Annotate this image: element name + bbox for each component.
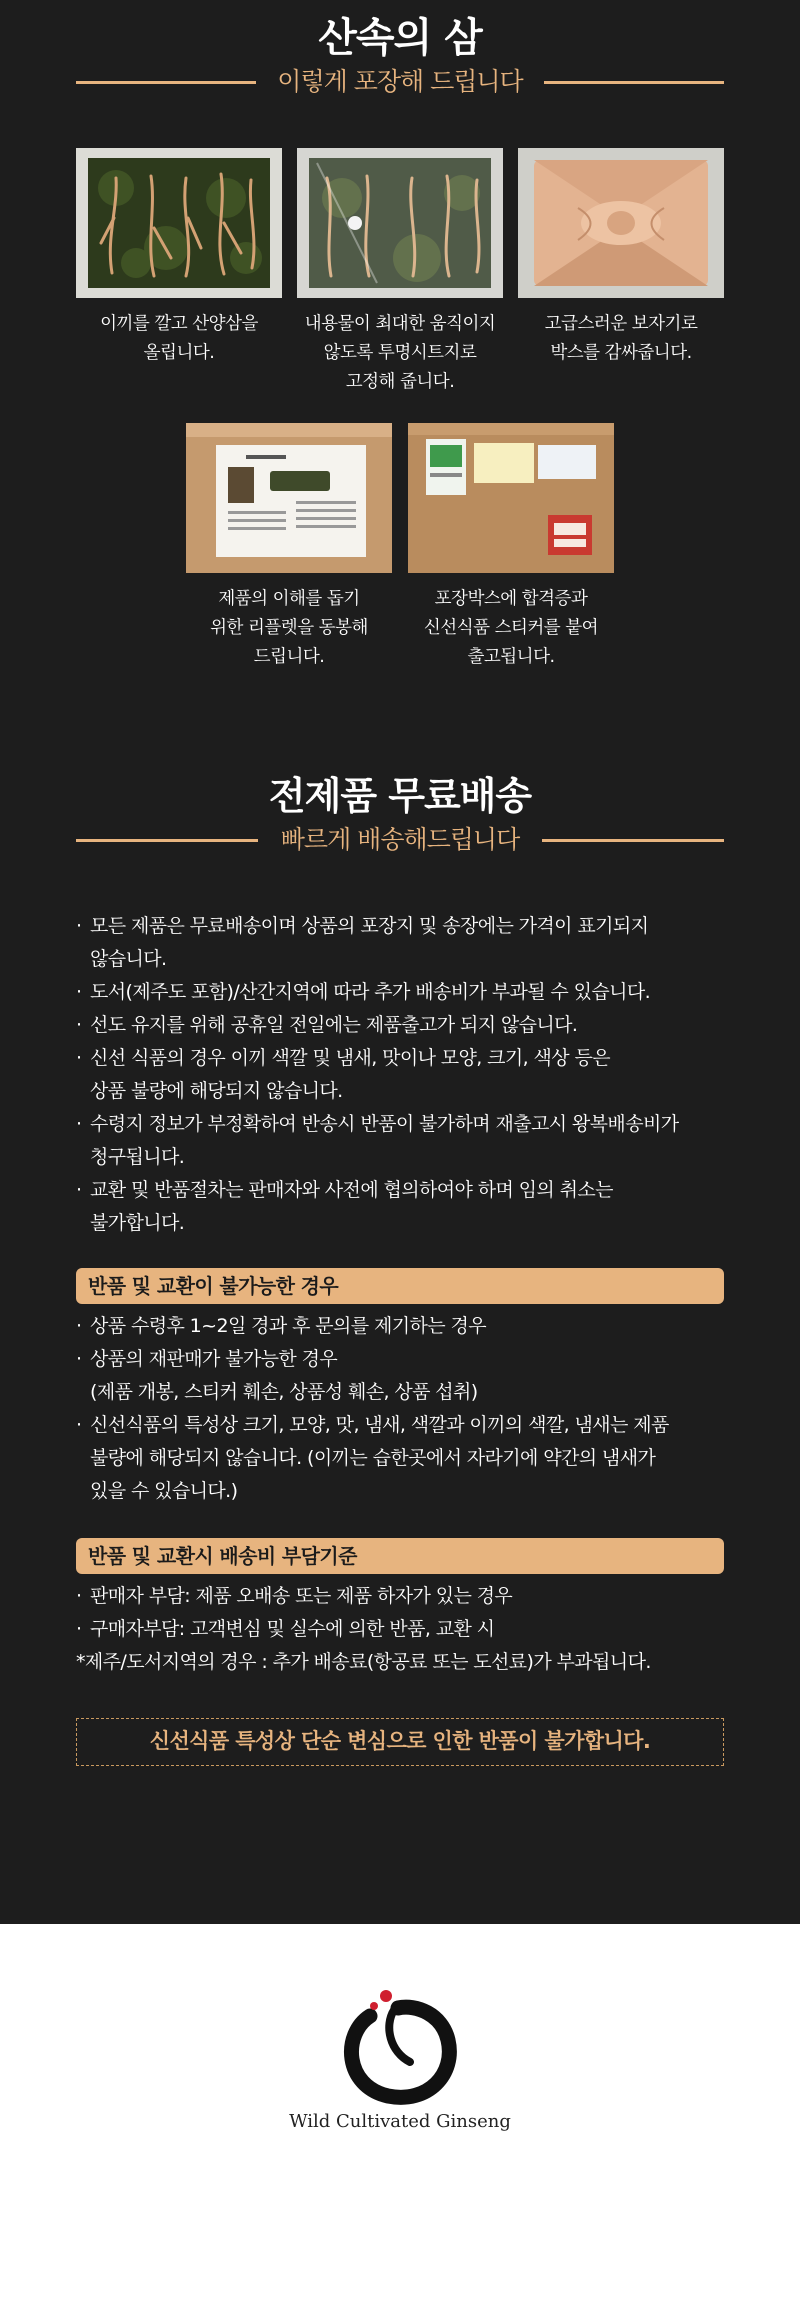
ink-circle-logo (330, 1982, 470, 2112)
list-item-continued: (제품 개봉, 스티커 훼손, 상품성 훼손, 상품 섭취) (90, 1381, 478, 1403)
list-item: · 판매자 부담: 제품 오배송 또는 제품 하자가 있는 경우 (76, 1585, 513, 1607)
list-item: · 상품의 재판매가 불가능한 경우 (76, 1348, 338, 1370)
list-item: · 구매자부담: 고객변심 및 실수에 의한 반품, 교환 시 (76, 1618, 495, 1640)
shipping-cost-list (76, 1580, 736, 1679)
packaging-caption-2: 내용물이 최대한 움직이지 않도록 투명시트지로 고정해 줍니다. (304, 314, 496, 392)
packaging-title: 산속의 삼 (318, 15, 482, 61)
note-item: · 모든 제품은 무료배송이며 상품의 포장지 및 송장에는 가격이 표기되지 않습니다. (76, 915, 649, 970)
packaging-caption-4: 제품의 이해를 돕기 위한 리플렛을 동봉해 드립니다. (210, 589, 368, 667)
moss-ginseng-box-photo (76, 148, 282, 298)
shipping-title: 전제품 무료배송 (268, 774, 532, 818)
shipping-notes (76, 910, 736, 1240)
no-return-heading: 반품 및 교환이 불가능한 경우 (76, 1268, 724, 1304)
leaflet-box-photo (186, 423, 392, 573)
list-item-continued: 있을 수 있습니다.) (90, 1480, 238, 1502)
packaging-caption-1: 이끼를 깔고 산양삼을 올립니다. (100, 314, 258, 363)
packaging-caption-5: 포장박스에 합격증과 신선식품 스티커를 붙여 출고됩니다. (423, 589, 599, 667)
list-item-note: *제주/도서지역의 경우 : 추가 배송료(항공료 또는 도선료)가 부과됩니다. (76, 1651, 651, 1673)
packaging-subtitle-row (76, 62, 724, 102)
list-item: · 상품 수령후 1~2일 경과 후 문의를 제기하는 경우 (76, 1315, 486, 1337)
certificate-sticker-photo (408, 423, 614, 573)
packaging-subtitle: 이렇게 포장해 드립니다 (277, 67, 523, 96)
note-item: · 선도 유지를 위해 공휴일 전일에는 제품출고가 되지 않습니다. (76, 1014, 578, 1036)
shipping-cost-heading: 반품 및 교환시 배송비 부담기준 (76, 1538, 724, 1574)
list-item: · 신선식품의 특성상 크기, 모양, 맛, 냄새, 색깔과 이끼의 색깔, 냄새는 제품 (76, 1414, 669, 1436)
shipping-subtitle: 빠르게 배송해드립니다 (280, 825, 520, 854)
note-item: · 신선 식품의 경우 이끼 색깔 및 냄새, 맛이나 모양, 크기, 색상 등은 상품 불량에 해당되지 않습니다. (76, 1047, 611, 1102)
brand-name: Wild Cultivated Ginseng (289, 2111, 511, 2132)
shipping-subtitle-row (76, 820, 724, 860)
note-item: · 수령지 정보가 부정확하여 반송시 반품이 불가하며 재출고시 왕복배송비가 청구됩니다. (76, 1113, 679, 1168)
no-return-list (76, 1310, 736, 1508)
note-item: · 교환 및 반품절차는 판매자와 사전에 협의하여야 하며 임의 취소는 불가합니다. (76, 1179, 613, 1234)
no-return-notice: 신선식품 특성상 단순 변심으로 인한 반품이 불가합니다. (76, 1718, 724, 1766)
note-item: · 도서(제주도 포함)/산간지역에 따라 추가 배송비가 부과될 수 있습니다. (76, 981, 651, 1003)
transparent-sheet-photo (297, 148, 503, 298)
packaging-caption-3: 고급스러운 보자기로 박스를 감싸줍니다. (544, 314, 698, 363)
silk-wrap-photo (518, 148, 724, 298)
list-item-continued: 불량에 해당되지 않습니다. (이끼는 습한곳에서 자라기에 약간의 냄새가 (90, 1447, 656, 1469)
